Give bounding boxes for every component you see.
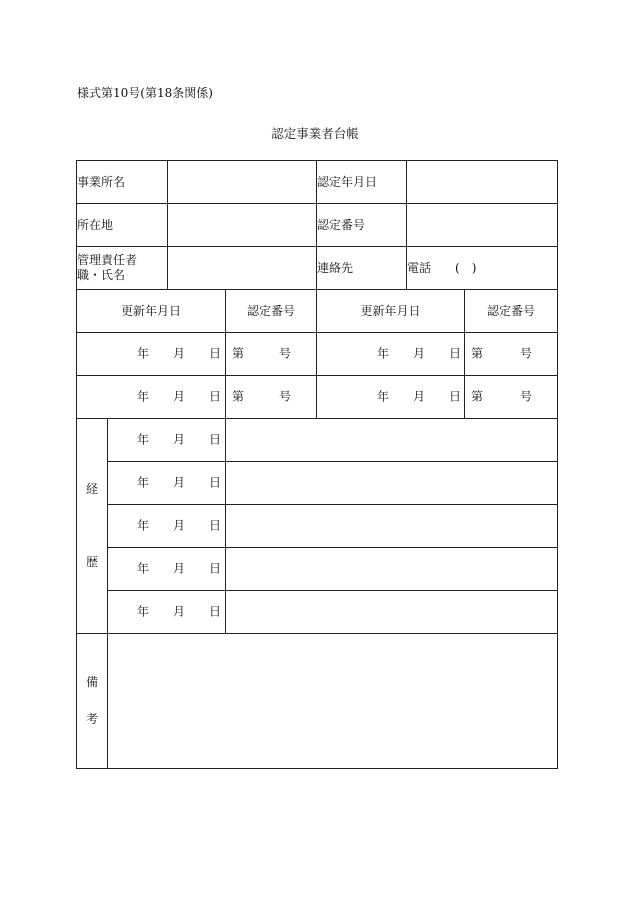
month-label: 月 xyxy=(173,389,186,404)
number-prefix: 第 xyxy=(232,389,245,404)
row-renewal-1 xyxy=(77,333,558,376)
number-suffix: 号 xyxy=(279,346,292,361)
number-prefix: 第 xyxy=(232,346,245,361)
phone-field[interactable]: 電話 ( ) xyxy=(407,247,558,290)
day-label: 日 xyxy=(209,346,222,361)
remarks-field[interactable] xyxy=(108,634,558,769)
year-label: 年 xyxy=(377,389,390,404)
manager-label xyxy=(77,247,168,290)
history-detail-field[interactable] xyxy=(226,505,558,548)
remarks-label-char2: 考 xyxy=(85,712,98,726)
year-label: 年 xyxy=(137,475,150,490)
contact-label: 連絡先 xyxy=(317,247,407,290)
history-date-field[interactable] xyxy=(108,419,226,462)
year-label: 年 xyxy=(137,561,150,576)
location-label: 所在地 xyxy=(77,204,168,247)
number-prefix: 第 xyxy=(471,389,484,404)
cert-number-header: 認定番号 xyxy=(465,290,558,333)
certified-date-field[interactable] xyxy=(407,161,558,204)
history-label-char2: 歴 xyxy=(85,555,98,569)
cert-number-field[interactable] xyxy=(407,204,558,247)
renewal-date-field[interactable] xyxy=(77,376,226,419)
month-label: 月 xyxy=(173,561,186,576)
number-suffix: 号 xyxy=(279,389,292,404)
day-label: 日 xyxy=(209,518,222,533)
day-label: 日 xyxy=(209,432,222,447)
year-label: 年 xyxy=(137,604,150,619)
month-label: 月 xyxy=(173,475,186,490)
year-label: 年 xyxy=(137,346,150,361)
location-field[interactable] xyxy=(168,204,317,247)
year-label: 年 xyxy=(137,432,150,447)
number-suffix: 号 xyxy=(520,346,533,361)
row-history-4 xyxy=(77,548,558,591)
year-label: 年 xyxy=(377,346,390,361)
year-label: 年 xyxy=(137,518,150,533)
manager-field[interactable] xyxy=(168,247,317,290)
history-date-field[interactable] xyxy=(108,505,226,548)
history-detail-field[interactable] xyxy=(226,419,558,462)
row-remarks xyxy=(77,634,558,769)
day-label: 日 xyxy=(449,389,462,404)
month-label: 月 xyxy=(173,432,186,447)
history-detail-field[interactable] xyxy=(226,462,558,505)
cert-number-field[interactable] xyxy=(226,376,317,419)
row-renewal-2 xyxy=(77,376,558,419)
row-history-2 xyxy=(77,462,558,505)
manager-label-line1: 管理責任者 xyxy=(77,253,138,267)
history-date-field[interactable] xyxy=(108,548,226,591)
month-label: 月 xyxy=(173,604,186,619)
month-label: 月 xyxy=(173,518,186,533)
number-prefix: 第 xyxy=(471,346,484,361)
business-name-field[interactable] xyxy=(168,161,317,204)
certified-date-label: 認定年月日 xyxy=(317,161,407,204)
history-detail-field[interactable] xyxy=(226,591,558,634)
remarks-label xyxy=(77,634,108,769)
history-date-field[interactable] xyxy=(108,462,226,505)
registry-table xyxy=(76,160,558,769)
cert-number-label: 認定番号 xyxy=(317,204,407,247)
row-history-1 xyxy=(77,419,558,462)
history-detail-field[interactable] xyxy=(226,548,558,591)
history-date-field[interactable] xyxy=(108,591,226,634)
row-business-name xyxy=(77,161,558,204)
cert-number-field[interactable] xyxy=(226,333,317,376)
day-label: 日 xyxy=(449,346,462,361)
number-suffix: 号 xyxy=(520,389,533,404)
row-history-3 xyxy=(77,505,558,548)
remarks-label-char1: 備 xyxy=(85,675,98,689)
renewal-date-field[interactable] xyxy=(317,376,465,419)
day-label: 日 xyxy=(209,604,222,619)
cert-number-field[interactable] xyxy=(465,376,558,419)
renewal-date-field[interactable] xyxy=(77,333,226,376)
form-number: 様式第10号(第18条関係) xyxy=(77,86,213,100)
document-title: 認定事業者台帳 xyxy=(271,126,359,141)
history-label-char1: 経 xyxy=(85,482,98,496)
renewal-date-header: 更新年月日 xyxy=(317,290,465,333)
cert-number-header: 認定番号 xyxy=(226,290,317,333)
row-location xyxy=(77,204,558,247)
day-label: 日 xyxy=(209,475,222,490)
renewal-date-header: 更新年月日 xyxy=(77,290,226,333)
manager-label-line2: 職・氏名 xyxy=(77,268,126,282)
row-history-5 xyxy=(77,591,558,634)
year-label: 年 xyxy=(137,389,150,404)
cert-number-field[interactable] xyxy=(465,333,558,376)
row-manager xyxy=(77,247,558,290)
month-label: 月 xyxy=(413,389,426,404)
month-label: 月 xyxy=(413,346,426,361)
business-name-label: 事業所名 xyxy=(77,161,168,204)
row-renewal-header xyxy=(77,290,558,333)
history-label xyxy=(77,419,108,634)
month-label: 月 xyxy=(173,346,186,361)
renewal-date-field[interactable] xyxy=(317,333,465,376)
day-label: 日 xyxy=(209,561,222,576)
day-label: 日 xyxy=(209,389,222,404)
